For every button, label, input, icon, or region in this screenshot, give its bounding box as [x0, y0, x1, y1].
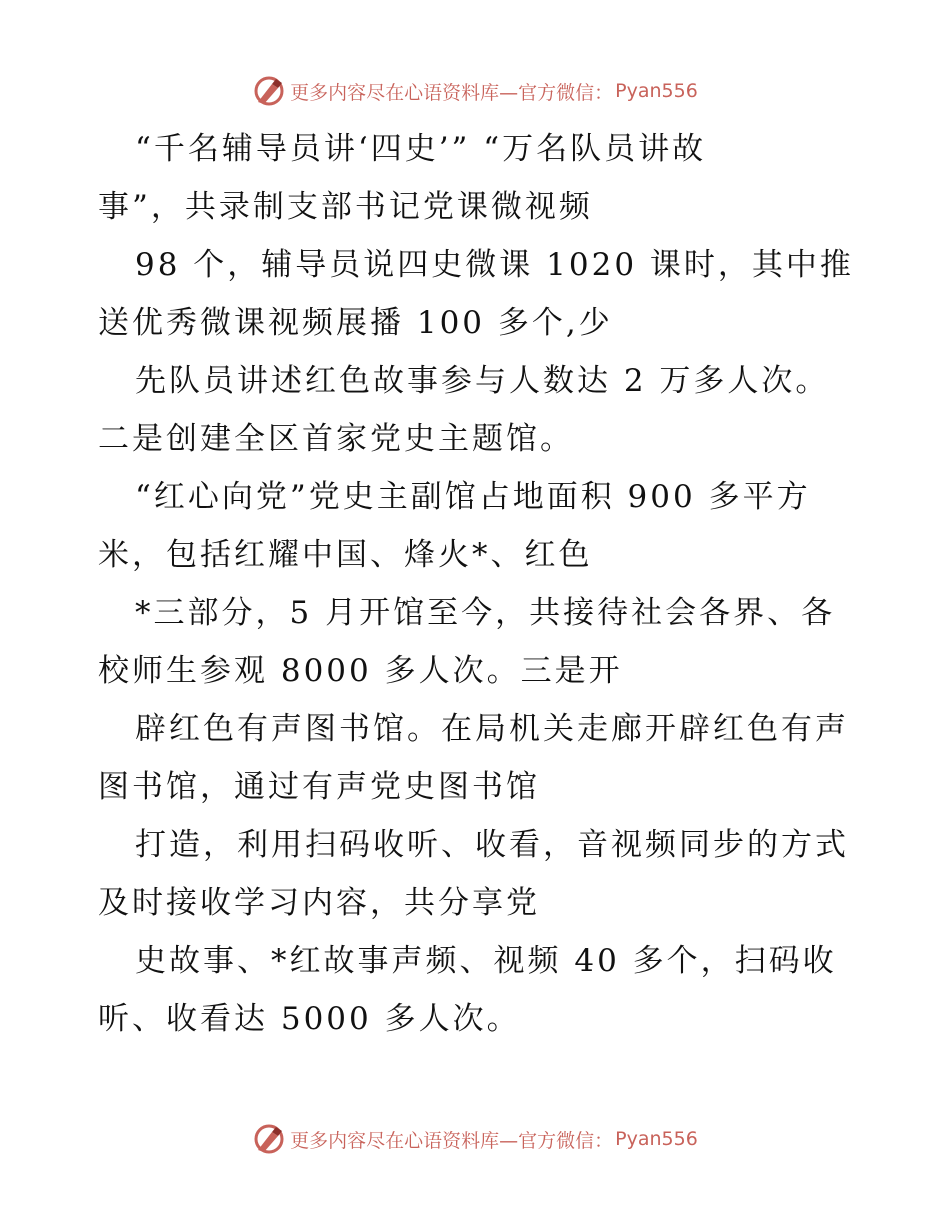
pen-nib-logo-icon [252, 74, 286, 108]
text-line: 及时接收学习内容，共分享党 [98, 885, 540, 921]
text-line: 史故事、*红故事声频、视频 40 多个，扫码收 [135, 943, 837, 979]
text-line: 打造，利用扫码收听、收看，音视频同步的方式 [135, 827, 849, 863]
watermark-header [0, 71, 950, 111]
watermark-text: 更多内容尽在心语资料库—官方微信： [290, 1129, 614, 1152]
document-body [98, 120, 858, 1048]
pen-nib-logo-icon [252, 1122, 286, 1156]
text-line: 先队员讲述红色故事参与人数达 2 万多人次。 [135, 363, 830, 399]
text-line: 二是创建全区首家党史主题馆。 [98, 421, 574, 457]
watermark-text: 更多内容尽在心语资料库—官方微信： [290, 81, 614, 104]
text-line: 送优秀微课视频展播 100 多个,少 [98, 305, 613, 341]
text-line: 米，包括红耀中国、烽火*、红色 [98, 537, 593, 573]
text-line: “红心向党”党史主副馆占地面积 900 多平方 [135, 479, 811, 515]
text-line: 图书馆，通过有声党史图书馆 [98, 769, 540, 805]
text-line: 听、收看达 5000 多人次。 [98, 1001, 521, 1037]
text-line: “千名辅导员讲‘四史’” “万名队员讲故 [135, 131, 707, 167]
text-line: 98 个，辅导员说四史微课 1020 课时，其中推 [135, 247, 854, 283]
watermark-wechat: Pyan556 [615, 1128, 698, 1150]
text-line: *三部分，5 月开馆至今，共接待社会各界、各 [135, 595, 836, 631]
text-line: 辟红色有声图书馆。在局机关走廊开辟红色有声 [135, 711, 849, 747]
watermark-footer [0, 1119, 950, 1159]
text-line: 校师生参观 8000 多人次。三是开 [98, 653, 623, 689]
watermark-wechat: Pyan556 [615, 80, 698, 102]
text-line: 事”，共录制支部书记党课微视频 [98, 189, 593, 225]
